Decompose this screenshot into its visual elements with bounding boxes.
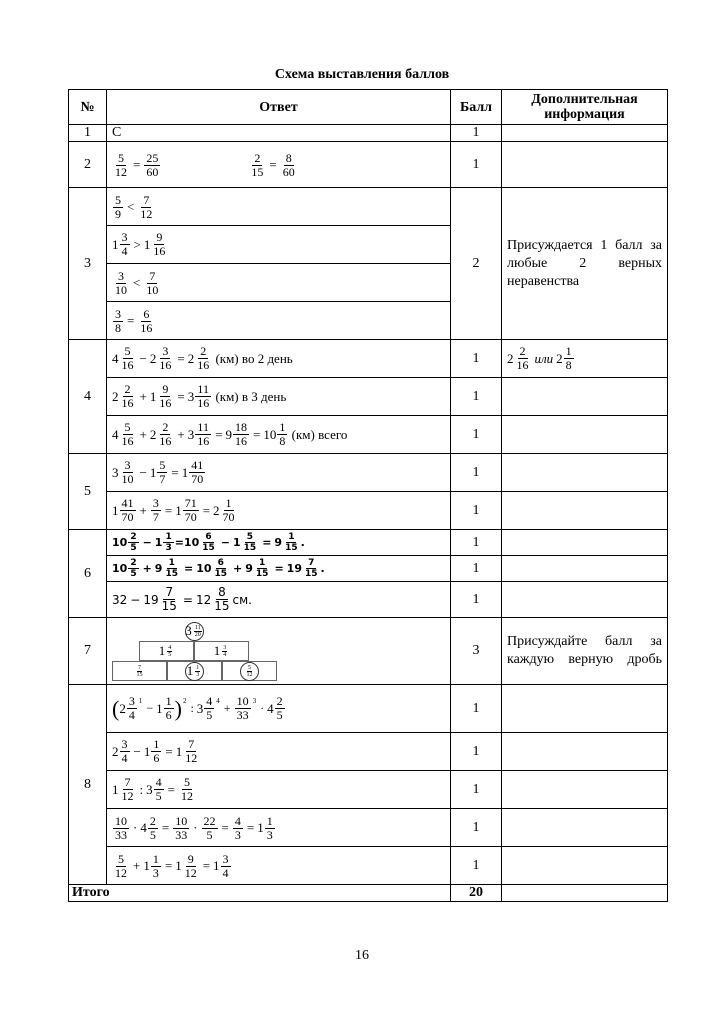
math-expression: 1 3 4 > 1 9 16 xyxy=(112,230,166,258)
answer-cell xyxy=(107,809,451,847)
table-row xyxy=(69,809,668,847)
score-cell: 1 xyxy=(451,733,502,771)
info-cell xyxy=(502,142,668,188)
score-cell: 1 xyxy=(451,556,502,582)
answer-cell xyxy=(107,264,451,302)
answer-cell xyxy=(107,226,451,264)
info-cell xyxy=(502,771,668,809)
info-text: Присуждайте балл за каждую верную дробь xyxy=(507,634,662,667)
pyramid-block-middle-left: 1 4 5 xyxy=(139,641,194,661)
math-expression: $\frac{2}{15}$ = $\frac{8}{60}$ xyxy=(251,150,295,179)
math-expression: 2 3 4 − 1 $\frac{1}{6}$ = 1 7 12 xyxy=(112,737,198,765)
answer-cell: С xyxy=(107,125,451,142)
page-number: 16 xyxy=(355,948,369,963)
task-number: 2 xyxy=(69,142,107,188)
unit-text: см. xyxy=(232,592,252,607)
task-number: 4 xyxy=(69,340,107,454)
info-cell xyxy=(502,733,668,771)
scoring-table xyxy=(68,89,668,902)
info-text: Присуждается 1 балл за любые 2 верных неравенства xyxy=(507,237,662,289)
score-cell: 3 xyxy=(451,618,502,685)
info-cell xyxy=(502,340,668,378)
score-cell: 2 xyxy=(451,188,502,340)
score-cell: 1 xyxy=(451,492,502,530)
table-row xyxy=(69,142,668,188)
answer-cell xyxy=(107,618,451,685)
table-row xyxy=(69,618,668,685)
math-expression: 10 2 5 + 9 $\frac{1}{15}$ = 10 $\frac{6}{15}$ + 9 $\frac{1}{15}$ = 19 $\frac{7}{15}$ . xyxy=(112,558,325,579)
math-expression: 1 7 12 : 3 $\frac{4}{5}$ = $\frac{5}{12}$ xyxy=(112,775,193,803)
math-expression: 10 33 · 4 $\frac{2}{5}$ = $\frac{10}{33}$ · $\frac{22}{5}$ = $\frac{4}{3}$ = 1 1 3 xyxy=(115,813,273,842)
table-row xyxy=(69,530,668,556)
score-cell: 1 xyxy=(451,340,502,378)
answer-cell xyxy=(107,340,451,378)
table-row xyxy=(69,492,668,530)
info-cell xyxy=(502,809,668,847)
answer-text: (км) всего xyxy=(291,426,348,442)
answer-cell xyxy=(107,454,451,492)
table-row xyxy=(69,125,668,142)
math-expression: 5 9 < 7 12 xyxy=(115,192,153,221)
total-label: Итого xyxy=(69,885,451,902)
score-cell: 1 xyxy=(451,416,502,454)
task-number: 7 xyxy=(69,618,107,685)
task-number: 1 xyxy=(69,125,107,142)
info-cell xyxy=(502,454,668,492)
total-row xyxy=(69,885,668,902)
info-cell xyxy=(502,582,668,618)
math-expression: $\frac{3}{8}$ = $\frac{6}{16}$ xyxy=(115,306,153,335)
table-row xyxy=(69,847,668,885)
task-number: 3 xyxy=(69,188,107,340)
math-expression: 32 − 19 $\frac{7}{15}$ = 12 $\frac{8}{15}$ см. xyxy=(112,585,252,613)
table-row xyxy=(69,454,668,492)
answer-cell xyxy=(107,142,451,188)
table-row xyxy=(69,188,668,226)
table-row xyxy=(69,556,668,582)
answer-cell xyxy=(107,378,451,416)
math-expression: 1 41 70 + $\frac{3}{7}$ = 1 $\frac{71}{70}$ = 2 1 70 xyxy=(112,496,235,524)
answer-cell xyxy=(107,771,451,809)
info-cell xyxy=(502,618,668,685)
info-cell xyxy=(502,885,668,902)
header-answer: Ответ xyxy=(107,90,451,125)
score-cell: 1 xyxy=(451,685,502,733)
math-expression: 5 12 + 1 $\frac{1}{3}$ = 1 $\frac{9}{12}$ = 1 3 4 xyxy=(115,851,229,880)
answer-cell xyxy=(107,582,451,618)
math-expression: ( 2 3 4 1 − 1 1 6 ) 2 : 3 4 5 4 + $\frac{10}{33}$ 3 · 4 2 5 xyxy=(112,694,283,722)
info-cell xyxy=(502,556,668,582)
pyramid-block-middle-right: 1 3 4 xyxy=(194,641,249,661)
math-expression: 3 3 10 − 1 $\frac{5}{7}$ = 1 41 70 xyxy=(112,458,204,486)
answer-cell xyxy=(107,733,451,771)
header-score: Балл xyxy=(451,90,502,125)
table-row xyxy=(69,340,668,378)
header-num: № xyxy=(69,90,107,125)
pyramid-block-top: 3 11 20 xyxy=(167,621,222,641)
answer-cell xyxy=(107,492,451,530)
answer-text: (км) в 3 день xyxy=(215,388,287,404)
task-number: 6 xyxy=(69,530,107,618)
info-cell xyxy=(502,378,668,416)
answer-cell xyxy=(107,188,451,226)
table-row xyxy=(69,582,668,618)
pyramid-block-bottom-left: 7 15 xyxy=(112,661,167,681)
info-cell xyxy=(502,188,668,340)
answer-text: (км) во 2 день xyxy=(215,350,293,366)
score-cell: 1 xyxy=(451,530,502,556)
answer-cell xyxy=(107,556,451,582)
page-title: Схема выставления баллов xyxy=(274,67,450,82)
score-cell: 1 xyxy=(451,771,502,809)
math-expression: $\frac{5}{12}$ = $\frac{25}{60}$ xyxy=(115,150,159,179)
score-cell: 1 xyxy=(451,847,502,885)
answer-cell xyxy=(107,302,451,340)
total-value: 20 xyxy=(451,885,502,902)
table-row xyxy=(69,685,668,733)
answer-cell xyxy=(107,530,451,556)
answer-cell xyxy=(107,685,451,733)
math-expression: 2 2 16 + 1 $\frac{9}{16}$ = 3 11 16 (км) в 3 день xyxy=(112,382,287,410)
or-text: или xyxy=(534,350,554,366)
header-row xyxy=(69,90,668,125)
math-expression: 10 2 5 − 1 $\frac{1}{3}$ =10 6 15 − 1 $\frac{5}{15}$ = 9 $\frac{1}{15}$ . xyxy=(112,532,305,553)
info-cell xyxy=(502,685,668,733)
score-cell: 1 xyxy=(451,125,502,142)
pyramid-block-bottom-right: 5 12 xyxy=(222,661,277,681)
info-cell xyxy=(502,492,668,530)
answer-cell xyxy=(107,416,451,454)
score-cell: 1 xyxy=(451,582,502,618)
fraction-pyramid xyxy=(112,621,277,681)
math-expression: 4 5 16 − 2 $\frac{3}{16}$ = 2 2 16 (км) во 2 день xyxy=(112,344,293,372)
score-cell: 1 xyxy=(451,378,502,416)
table-row xyxy=(69,378,668,416)
info-cell xyxy=(502,125,668,142)
math-expression: 4 5 16 + 2 2 16 + 3 $\frac{11}{16}$ = 9 $\frac{18}{16}$ = 10 1 8 (км) всего xyxy=(112,420,348,448)
info-cell xyxy=(502,530,668,556)
task-number: 8 xyxy=(69,685,107,885)
info-cell xyxy=(502,416,668,454)
table-row xyxy=(69,771,668,809)
table-row xyxy=(69,733,668,771)
math-expression: 2 2 16 или 2 1 8 xyxy=(507,344,572,372)
pyramid-block-bottom-middle: 1 1 3 xyxy=(167,661,222,681)
math-expression: 3 10 < 7 10 xyxy=(115,268,159,297)
task-number: 5 xyxy=(69,454,107,530)
table-row xyxy=(69,416,668,454)
score-cell: 1 xyxy=(451,809,502,847)
answer-cell xyxy=(107,847,451,885)
score-cell: 1 xyxy=(451,142,502,188)
info-cell xyxy=(502,847,668,885)
score-cell: 1 xyxy=(451,454,502,492)
header-info: Дополнительная информация xyxy=(502,90,668,125)
